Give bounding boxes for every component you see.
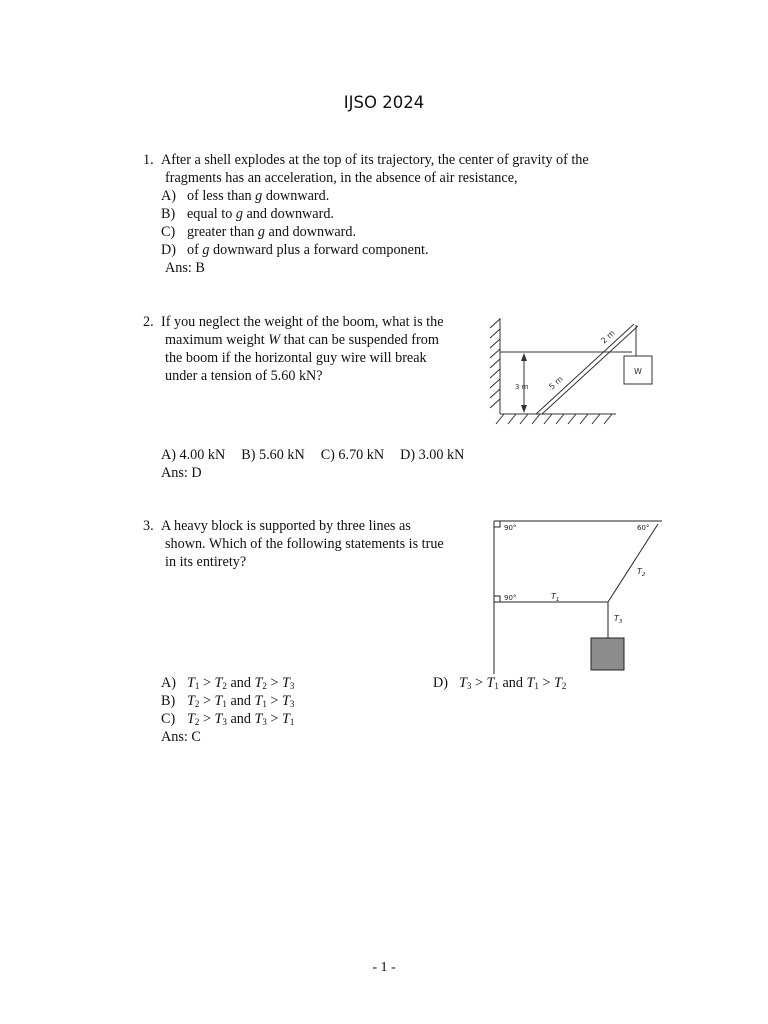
label-3m: 3 m (515, 383, 529, 391)
option-b: B) $T_2 > T_1$ and $T_1 > T_3$ (161, 693, 295, 709)
heavy-block (591, 638, 624, 670)
label-5m: 5 m (547, 374, 565, 392)
label-w: W (634, 367, 642, 376)
ground-hatching (496, 414, 612, 424)
option-a: A) 4.00 kN (161, 447, 226, 463)
answer: Ans: D (161, 465, 202, 481)
option-c: C) 6.70 kN (320, 447, 385, 463)
question-3 (143, 517, 444, 571)
option-a: A) $T_1 > T_2$ and $T_2 > T_3$ (161, 675, 295, 691)
question-1 (143, 151, 589, 277)
option-d: D) 3.00 kN (400, 447, 465, 463)
option-d: D) of g downward plus a forward component. (161, 242, 429, 258)
question-number: 3. (143, 518, 154, 534)
block-figure (490, 516, 666, 676)
answer: Ans: C (161, 729, 201, 745)
question-2-options (161, 446, 480, 482)
question-text: under a tension of 5.60 kN? (165, 368, 323, 384)
wall-hatching (490, 319, 500, 408)
label-t2: $T_2$ (637, 567, 646, 578)
question-text: maximum weight W that can be suspended from (165, 332, 439, 348)
option-c: C) $T_2 > T_3$ and $T_3 > T_1$ (161, 711, 295, 727)
option-b: B) equal to g and downward. (161, 206, 334, 222)
answer: Ans: B (165, 260, 205, 276)
label-t3: $T_3$ (614, 614, 623, 625)
question-text: in its entirety? (165, 554, 247, 570)
label-2m: 2 m (599, 328, 617, 346)
question-number: 2. (143, 314, 154, 330)
page-number: - 1 - (372, 960, 396, 975)
question-text: fragments has an acceleration, in the absence of air resistance, (165, 170, 518, 186)
boom-figure (486, 316, 656, 430)
option-a: A) of less than g downward. (161, 188, 330, 204)
boom (536, 324, 634, 414)
question-text: If you neglect the weight of the boom, what is the (161, 314, 444, 330)
line-t2 (608, 524, 658, 602)
option-b: B) 5.60 kN (241, 447, 305, 463)
label-t1: $T_1$ (551, 592, 560, 603)
angle-label: 60° (637, 524, 650, 532)
question-text: the boom if the horizontal guy wire will break (165, 350, 427, 366)
angle-label: 90° (504, 594, 517, 602)
question-2 (143, 313, 444, 385)
question-number: 1. (143, 152, 154, 168)
option-c: C) greater than g and downward. (161, 224, 357, 240)
angle-label: 90° (504, 524, 517, 532)
page-title: IJSO 2024 (343, 93, 425, 112)
question-3-options (161, 674, 294, 746)
option-d: D) $T_3 > T_1$ and $T_1 > T_2$ (433, 675, 567, 691)
question-text: After a shell explodes at the top of its trajectory, the center of gravity of the (161, 152, 589, 168)
question-text: A heavy block is supported by three lines as (161, 518, 411, 534)
question-text: shown. Which of the following statements is true (165, 536, 444, 552)
